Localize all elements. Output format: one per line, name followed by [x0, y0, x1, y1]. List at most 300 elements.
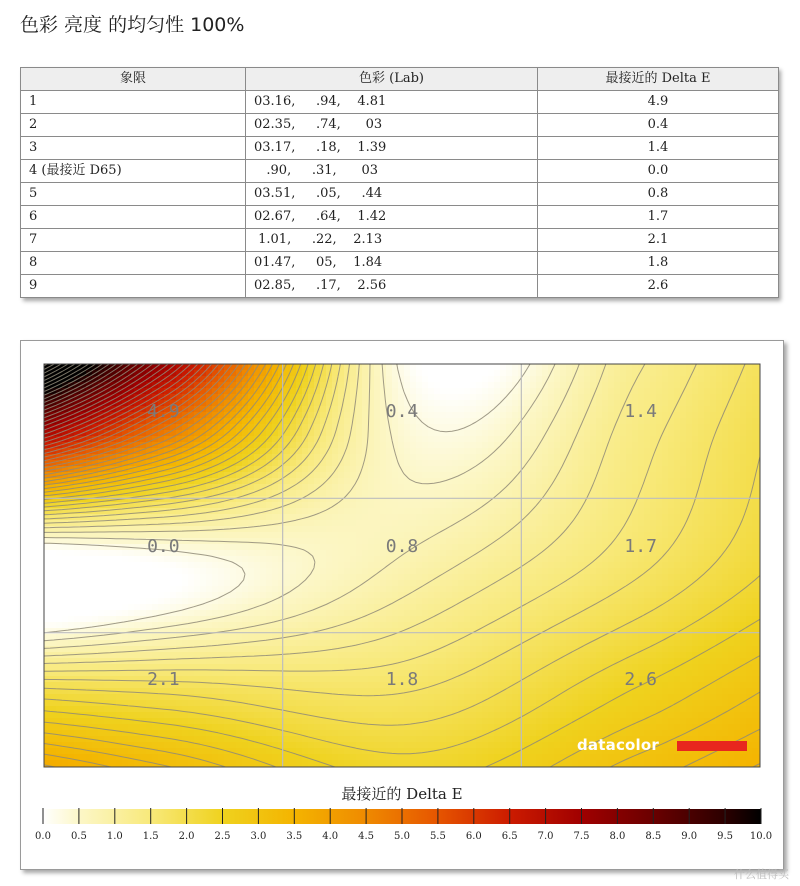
- heatmap-cell: [686, 484, 693, 491]
- heatmap-cell: [452, 454, 459, 461]
- heatmap-cell: [464, 586, 471, 593]
- heatmap-cell: [314, 544, 321, 551]
- heatmap-cell: [644, 370, 651, 377]
- heatmap-cell: [746, 394, 753, 401]
- heatmap-cell: [692, 484, 699, 491]
- heatmap-cell: [656, 364, 663, 371]
- heatmap-cell: [464, 388, 471, 395]
- heatmap-cell: [698, 520, 705, 527]
- heatmap-cell: [470, 526, 477, 533]
- heatmap-cell: [722, 508, 729, 515]
- heatmap-cell: [440, 460, 447, 467]
- heatmap-cell: [410, 580, 417, 587]
- heatmap-cell: [548, 550, 555, 557]
- heatmap-cell: [716, 400, 723, 407]
- heatmap-cell: [494, 418, 501, 425]
- heatmap-cell: [458, 400, 465, 407]
- heatmap-cell: [488, 466, 495, 473]
- heatmap-cell: [746, 526, 753, 533]
- heatmap-cell: [338, 478, 345, 485]
- heatmap-cell: [326, 556, 333, 563]
- heatmap-cell: [56, 610, 63, 617]
- heatmap-cell: [722, 514, 729, 521]
- heatmap-cell: [548, 472, 555, 479]
- heatmap-cell: [656, 418, 663, 425]
- heatmap-cell: [392, 502, 399, 509]
- heatmap-cell: [344, 466, 351, 473]
- heatmap-cell: [482, 598, 489, 605]
- heatmap-cell: [446, 442, 453, 449]
- heatmap-cell: [710, 502, 717, 509]
- heatmap-cell: [650, 442, 657, 449]
- heatmap-cell: [650, 508, 657, 515]
- heatmap-cell: [710, 592, 717, 599]
- heatmap-cell: [590, 550, 597, 557]
- heatmap-cell: [578, 538, 585, 545]
- heatmap-cell: [284, 508, 291, 515]
- heatmap-cell: [470, 562, 477, 569]
- heatmap-cell: [740, 424, 747, 431]
- quadrant-table-panel: [20, 67, 778, 298]
- heatmap-cell: [452, 460, 459, 467]
- heatmap-cell: [662, 508, 669, 515]
- heatmap-cell: [206, 556, 213, 563]
- table-header-row: [21, 68, 779, 91]
- heatmap-cell: [68, 544, 75, 551]
- heatmap-cell: [506, 490, 513, 497]
- heatmap-cell: [416, 502, 423, 509]
- heatmap-cell: [260, 370, 267, 377]
- heatmap-cell: [524, 436, 531, 443]
- heatmap-cell: [218, 574, 225, 581]
- heatmap-cell: [494, 442, 501, 449]
- heatmap-cell: [272, 568, 279, 575]
- heatmap-cell: [416, 574, 423, 581]
- heatmap-cell: [104, 592, 111, 599]
- heatmap-cell: [542, 388, 549, 395]
- heatmap-cell: [350, 442, 357, 449]
- heatmap-cell: [758, 436, 765, 443]
- heatmap-cell: [752, 388, 759, 395]
- heatmap-cell: [206, 592, 213, 599]
- heatmap-cell: [674, 556, 681, 563]
- heatmap-cell: [320, 598, 327, 605]
- heatmap-cell: [620, 568, 627, 575]
- heatmap-cell: [662, 496, 669, 503]
- heatmap-cell: [722, 418, 729, 425]
- heatmap-cell: [686, 436, 693, 443]
- heatmap-cell: [710, 568, 717, 575]
- heatmap-cell: [62, 514, 69, 521]
- page-title: 色彩 亮度 的均匀性 100%: [20, 14, 245, 36]
- heatmap-cell: [530, 364, 537, 371]
- heatmap-cell: [242, 550, 249, 557]
- heatmap-cell: [350, 436, 357, 443]
- heatmap-cell: [632, 430, 639, 437]
- heatmap-cell: [734, 574, 741, 581]
- heatmap-cell: [596, 406, 603, 413]
- heatmap-cell: [278, 562, 285, 569]
- cell-quadrant: 8: [21, 252, 246, 275]
- heatmap-cell: [722, 430, 729, 437]
- heatmap-cell: [650, 598, 657, 605]
- heatmap-cell: [752, 586, 759, 593]
- heatmap-cell: [416, 448, 423, 455]
- heatmap-cell: [464, 526, 471, 533]
- heatmap-cell: [380, 364, 387, 371]
- heatmap-cell: [476, 598, 483, 605]
- heatmap-cell: [584, 556, 591, 563]
- heatmap-cell: [530, 604, 537, 611]
- heatmap-cell: [104, 562, 111, 569]
- heatmap-cell: [530, 544, 537, 551]
- heatmap-cell: [710, 586, 717, 593]
- heatmap-cell: [734, 484, 741, 491]
- heatmap-cell: [614, 580, 621, 587]
- heatmap-cell: [494, 598, 501, 605]
- heatmap-cell: [302, 400, 309, 407]
- heatmap-cell: [116, 502, 123, 509]
- heatmap-cell: [248, 484, 255, 491]
- heatmap-cell: [56, 562, 63, 569]
- heatmap-cell: [248, 586, 255, 593]
- heatmap-cell: [410, 376, 417, 383]
- heatmap-cell: [308, 586, 315, 593]
- heatmap-cell: [548, 556, 555, 563]
- heatmap-cell: [740, 400, 747, 407]
- heatmap-cell: [488, 388, 495, 395]
- heatmap-cell: [98, 532, 105, 539]
- heatmap-cell: [92, 556, 99, 563]
- heatmap-cell: [758, 496, 765, 503]
- heatmap-cell: [380, 388, 387, 395]
- heatmap-cell: [68, 586, 75, 593]
- heatmap-cell: [194, 556, 201, 563]
- heatmap-cell: [428, 406, 435, 413]
- quadrant-table: [20, 67, 779, 298]
- heatmap-cell: [182, 592, 189, 599]
- heatmap-cell: [482, 466, 489, 473]
- table-row: [21, 137, 779, 160]
- heatmap-cell: [404, 496, 411, 503]
- heatmap-cell: [338, 484, 345, 491]
- heatmap-cell: [530, 376, 537, 383]
- heatmap-cell: [668, 508, 675, 515]
- heatmap-cell: [704, 532, 711, 539]
- heatmap-cell: [92, 592, 99, 599]
- heatmap-cell: [512, 478, 519, 485]
- heatmap-cell: [368, 424, 375, 431]
- heatmap-cell: [422, 436, 429, 443]
- heatmap-cell: [212, 568, 219, 575]
- heatmap-cell: [734, 556, 741, 563]
- heatmap-cell: [110, 562, 117, 569]
- heatmap-cell: [380, 448, 387, 455]
- heatmap-cell: [278, 556, 285, 563]
- heatmap-cell: [224, 580, 231, 587]
- heatmap-cell: [482, 490, 489, 497]
- heatmap-cell: [416, 520, 423, 527]
- heatmap-cell: [278, 538, 285, 545]
- heatmap-cell: [626, 592, 633, 599]
- heatmap-cell: [704, 436, 711, 443]
- heatmap-cell: [206, 526, 213, 533]
- heatmap-cell: [134, 604, 141, 611]
- heatmap-cell: [74, 568, 81, 575]
- heatmap-cell: [296, 604, 303, 611]
- heatmap-cell: [608, 484, 615, 491]
- heatmap-cell: [440, 508, 447, 515]
- heatmap-cell: [290, 592, 297, 599]
- heatmap-cell: [488, 562, 495, 569]
- heatmap-cell: [74, 544, 81, 551]
- heatmap-cell: [122, 532, 129, 539]
- heatmap-cell: [560, 604, 567, 611]
- heatmap-cell: [464, 538, 471, 545]
- heatmap-cell: [296, 454, 303, 461]
- heatmap-cell: [662, 388, 669, 395]
- heatmap-cell: [512, 592, 519, 599]
- heatmap-cell: [650, 388, 657, 395]
- heatmap-cell: [656, 592, 663, 599]
- heatmap-cell: [578, 478, 585, 485]
- heatmap-cell: [620, 592, 627, 599]
- heatmap-cell: [332, 412, 339, 419]
- heatmap-cell: [692, 568, 699, 575]
- heatmap-cell: [314, 448, 321, 455]
- heatmap-cell: [626, 376, 633, 383]
- heatmap-cell: [236, 550, 243, 557]
- heatmap-cell: [734, 442, 741, 449]
- heatmap-cell: [218, 610, 225, 617]
- heatmap-cell: [314, 472, 321, 479]
- heatmap-cell: [176, 598, 183, 605]
- heatmap-cell: [704, 406, 711, 413]
- heatmap-cell: [248, 574, 255, 581]
- heatmap-cell: [296, 436, 303, 443]
- heatmap-cell: [758, 580, 765, 587]
- heatmap-cell: [440, 538, 447, 545]
- heatmap-cell: [710, 406, 717, 413]
- heatmap-cell: [446, 418, 453, 425]
- heatmap-cell: [320, 466, 327, 473]
- heatmap-cell: [506, 364, 513, 371]
- heatmap-cell: [458, 448, 465, 455]
- heatmap-cell: [740, 538, 747, 545]
- heatmap-cell: [362, 550, 369, 557]
- heatmap-cell: [98, 538, 105, 545]
- heatmap-cell: [380, 580, 387, 587]
- heatmap-cell: [722, 520, 729, 527]
- heatmap-cell: [506, 508, 513, 515]
- heatmap-cell: [494, 454, 501, 461]
- heatmap-cell: [584, 382, 591, 389]
- heatmap-cell: [344, 526, 351, 533]
- uniformity-chart-panel: [20, 340, 784, 870]
- heatmap-cell: [572, 388, 579, 395]
- heatmap-cell: [758, 412, 765, 419]
- heatmap-cell: [548, 562, 555, 569]
- heatmap-cell: [716, 484, 723, 491]
- heatmap-cell: [608, 586, 615, 593]
- heatmap-cell: [596, 580, 603, 587]
- heatmap-cell: [746, 412, 753, 419]
- heatmap-cell: [692, 382, 699, 389]
- heatmap-cell: [530, 550, 537, 557]
- heatmap-cell: [632, 562, 639, 569]
- heatmap-cell: [350, 376, 357, 383]
- heatmap-cell: [674, 472, 681, 479]
- heatmap-cell: [476, 502, 483, 509]
- heatmap-cell: [50, 550, 57, 557]
- heatmap-cell: [332, 580, 339, 587]
- heatmap-cell: [560, 472, 567, 479]
- heatmap-cell: [584, 436, 591, 443]
- heatmap-cell: [608, 496, 615, 503]
- heatmap-cell: [686, 502, 693, 509]
- heatmap-cell: [182, 478, 189, 485]
- heatmap-cell: [542, 580, 549, 587]
- heatmap-cell: [200, 586, 207, 593]
- heatmap-cell: [728, 496, 735, 503]
- heatmap-cell: [530, 532, 537, 539]
- heatmap-cell: [332, 568, 339, 575]
- heatmap-cell: [440, 490, 447, 497]
- heatmap-cell: [656, 478, 663, 485]
- heatmap-cell: [680, 430, 687, 437]
- heatmap-cell: [140, 502, 147, 509]
- heatmap-cell: [572, 496, 579, 503]
- heatmap-cell: [260, 490, 267, 497]
- heatmap-cell: [572, 472, 579, 479]
- heatmap-cell: [524, 478, 531, 485]
- heatmap-cell: [500, 430, 507, 437]
- heatmap-cell: [458, 586, 465, 593]
- heatmap-cell: [62, 556, 69, 563]
- heatmap-cell: [374, 412, 381, 419]
- heatmap-cell: [488, 514, 495, 521]
- heatmap-cell: [656, 520, 663, 527]
- heatmap-cell: [494, 406, 501, 413]
- heatmap-cell: [86, 568, 93, 575]
- table-row: [21, 229, 779, 252]
- heatmap-cell: [350, 364, 357, 371]
- heatmap-cell: [566, 598, 573, 605]
- heatmap-cell: [710, 508, 717, 515]
- heatmap-cell: [692, 514, 699, 521]
- heatmap-cell: [386, 442, 393, 449]
- heatmap-cell: [98, 598, 105, 605]
- heatmap-cell: [596, 568, 603, 575]
- heatmap-cell: [512, 418, 519, 425]
- heatmap-cell: [554, 544, 561, 551]
- heatmap-cell: [374, 466, 381, 473]
- heatmap-cell: [404, 448, 411, 455]
- heatmap-cell: [440, 514, 447, 521]
- heatmap-cell: [512, 538, 519, 545]
- heatmap-cell: [422, 400, 429, 407]
- heatmap-cell: [320, 574, 327, 581]
- heatmap-cell: [374, 424, 381, 431]
- heatmap-cell: [254, 580, 261, 587]
- heatmap-cell: [758, 418, 765, 425]
- heatmap-cell: [386, 574, 393, 581]
- heatmap-cell: [104, 550, 111, 557]
- heatmap-cell: [626, 478, 633, 485]
- heatmap-cell: [158, 472, 165, 479]
- heatmap-cell: [290, 526, 297, 533]
- heatmap-cell: [602, 502, 609, 509]
- heatmap-cell: [740, 532, 747, 539]
- heatmap-cell: [338, 586, 345, 593]
- heatmap-cell: [740, 472, 747, 479]
- heatmap-cell: [680, 544, 687, 551]
- heatmap-cell: [458, 490, 465, 497]
- heatmap-cell: [170, 604, 177, 611]
- heatmap-cell: [716, 448, 723, 455]
- heatmap-cell: [584, 424, 591, 431]
- heatmap-cell: [476, 370, 483, 377]
- heatmap-cell: [704, 520, 711, 527]
- heatmap-cell: [500, 388, 507, 395]
- heatmap-cell: [230, 568, 237, 575]
- heatmap-cell: [638, 502, 645, 509]
- heatmap-cell: [452, 382, 459, 389]
- heatmap-cell: [578, 442, 585, 449]
- heatmap-cell: [392, 466, 399, 473]
- heatmap-cell: [536, 604, 543, 611]
- heatmap-cell: [632, 526, 639, 533]
- heatmap-cell: [230, 466, 237, 473]
- heatmap-cell: [584, 364, 591, 371]
- heatmap-cell: [146, 496, 153, 503]
- heatmap-cell: [506, 370, 513, 377]
- heatmap-cell: [350, 550, 357, 557]
- heatmap-cell: [668, 604, 675, 611]
- heatmap-cell: [434, 364, 441, 371]
- heatmap-cell: [362, 412, 369, 419]
- heatmap-cell: [170, 574, 177, 581]
- heatmap-cell: [368, 478, 375, 485]
- heatmap-cell: [284, 448, 291, 455]
- heatmap-cell: [530, 490, 537, 497]
- heatmap-cell: [242, 448, 249, 455]
- heatmap-cell: [554, 376, 561, 383]
- heatmap-cell: [530, 466, 537, 473]
- cell-delta-e: 0.8: [538, 183, 779, 206]
- heatmap-cell: [668, 472, 675, 479]
- heatmap-cell: [548, 442, 555, 449]
- heatmap-cell: [218, 598, 225, 605]
- heatmap-cell: [524, 370, 531, 377]
- heatmap-cell: [584, 484, 591, 491]
- heatmap-cell: [638, 430, 645, 437]
- heatmap-cell: [500, 418, 507, 425]
- heatmap-cell: [524, 376, 531, 383]
- heatmap-cell: [488, 568, 495, 575]
- heatmap-cell: [548, 598, 555, 605]
- heatmap-cell: [638, 460, 645, 467]
- heatmap-cell: [86, 580, 93, 587]
- heatmap-cell: [752, 502, 759, 509]
- heatmap-cell: [356, 532, 363, 539]
- heatmap-cell: [110, 610, 117, 617]
- heatmap-cell: [692, 376, 699, 383]
- heatmap-cell: [686, 496, 693, 503]
- heatmap-cell: [650, 484, 657, 491]
- heatmap-cell: [428, 514, 435, 521]
- heatmap-cell: [44, 556, 51, 563]
